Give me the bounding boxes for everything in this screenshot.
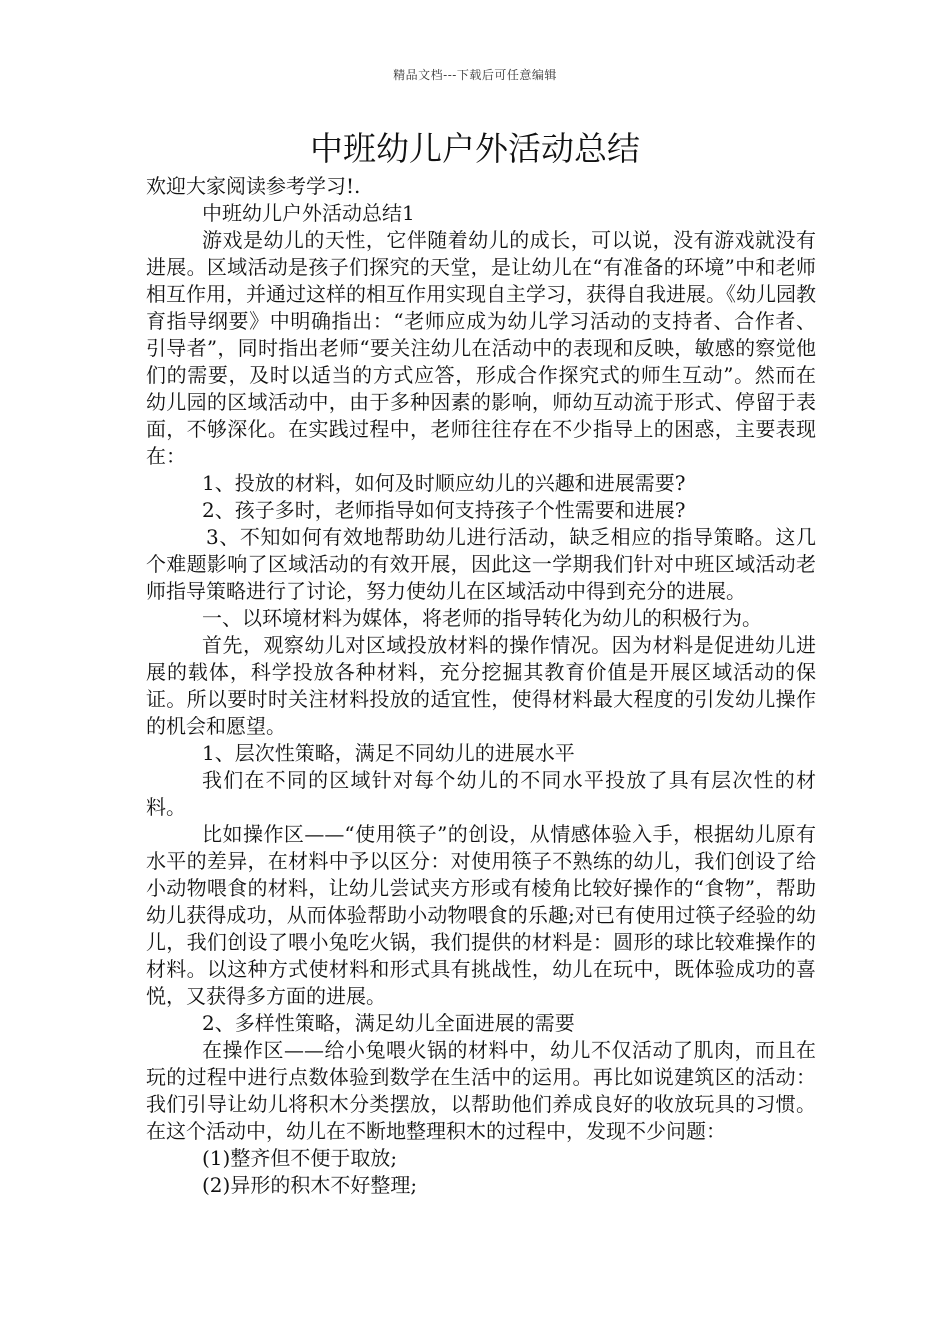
document-title: 中班幼儿户外活动总结: [310, 129, 640, 168]
section-heading: 一、以环境材料为媒体，将老师的指导转化为幼儿的积极行为。: [202, 606, 762, 630]
list-item: 1、投放的材料，如何及时顺应幼儿的兴趣和进展需要?: [202, 471, 686, 495]
body-paragraph: 比如操作区——“使用筷子”的创设，从情感体验入手，根据幼儿原有水平的差异，在材料中予以区分：对使用筷子不熟练的幼儿，我们创设了给小动物喂食的材料，让幼儿尝试夹方形或有棱角比较好操作的“食物”，帮助幼儿获得成功，从而体验帮助小动物喂食的乐趣;对已有使用过筷子经验的幼儿，我们创设了喂小兔吃火锅，我们提供的材料是：圆形的球比较难操作的材料。以这种方式使材料和形式具有挑战性，幼儿在玩中，既体验成功的喜悦，又获得多方面的进展。: [146, 822, 816, 1008]
subsection-heading: 1、层次性策略，满足不同幼儿的进展水平: [202, 741, 575, 765]
document-body: [146, 173, 816, 1199]
intro-line: 欢迎大家阅读参考学习!.: [146, 174, 361, 198]
list-item: (1)整齐但不便于取放;: [202, 1146, 398, 1170]
section-heading: 中班幼儿户外活动总结1: [202, 201, 415, 225]
subsection-heading: 2、多样性策略，满足幼儿全面进展的需要: [202, 1011, 575, 1035]
list-item: 2、孩子多时，老师指导如何支持孩子个性需要和进展?: [202, 498, 686, 522]
body-paragraph: 首先，观察幼儿对区域投放材料的操作情况。因为材料是促进幼儿进展的载体，科学投放各种材料，充分挖掘其教育价值是开展区域活动的保证。所以要时时关注材料投放的适宜性，使得材料最大程度的引发幼儿操作的机会和愿望。: [146, 633, 816, 738]
list-item: (2)异形的积木不好整理;: [202, 1173, 418, 1197]
body-paragraph: 在操作区——给小兔喂火锅的材料中，幼儿不仅活动了肌肉，而且在玩的过程中进行点数体验到数学在生活中的运用。再比如说建筑区的活动：我们引导让幼儿将积木分类摆放，以帮助他们养成良好的收放玩具的习惯。在这个活动中，幼儿在不断地整理积木的过程中，发现不少问题：: [146, 1038, 816, 1143]
list-item: 3、不知如何有效地帮助幼儿进行活动，缺乏相应的指导策略。这几个难题影响了区域活动的有效开展，因此这一学期我们针对中班区域活动老师指导策略进行了讨论，努力使幼儿在区域活动中得到充分的进展。: [146, 525, 816, 603]
body-paragraph: 游戏是幼儿的天性，它伴随着幼儿的成长，可以说，没有游戏就没有进展。区域活动是孩子们探究的天堂，是让幼儿在“有准备的环境”中和老师相互作用，并通过这样的相互作用实现自主学习，获得自我进展。《幼儿园教育指导纲要》中明确指出：“老师应成为幼儿学习活动的支持者、合作者、引导者”，同时指出老师“要关注幼儿在活动中的表现和反映，敏感的察觉他们的需要，及时以适当的方式应答，形成合作探究式的师生互动”。然而在幼儿园的区域活动中，由于多种因素的影响，师幼互动流于形式、停留于表面，不够深化。在实践过程中，老师往往存在不少指导上的困惑，主要表现在：: [146, 228, 816, 468]
header-note: 精品文档---下载后可任意编辑: [393, 68, 557, 82]
body-paragraph: 我们在不同的区域针对每个幼儿的不同水平投放了具有层次性的材料。: [146, 768, 816, 819]
